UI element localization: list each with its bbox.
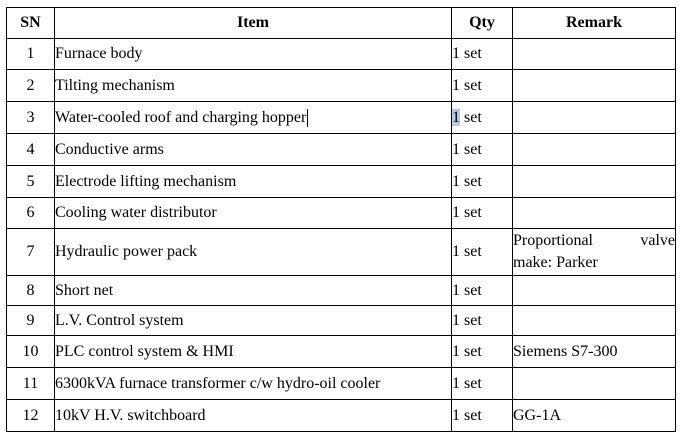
qty-unit: set	[460, 311, 482, 329]
remark-cell[interactable]	[513, 102, 676, 134]
remark-cell[interactable]	[513, 198, 676, 229]
item-cell[interactable]: 10kV H.V. switchboard	[55, 400, 452, 432]
qty-number: 1	[452, 406, 460, 424]
qty-cell[interactable]	[452, 166, 513, 198]
qty-number: 1	[452, 204, 460, 221]
item-cell[interactable]: PLC control system & HMI	[55, 336, 452, 368]
sn-cell[interactable]: 7	[7, 229, 55, 276]
table-row	[7, 336, 676, 368]
qty-number: 1	[452, 172, 460, 190]
remark-cell[interactable]	[513, 306, 676, 336]
table-row	[7, 306, 676, 336]
sn-cell[interactable]: 8	[7, 276, 55, 306]
sn-cell[interactable]: 12	[7, 400, 55, 432]
header-item: Item	[55, 8, 452, 39]
text-cursor	[307, 109, 308, 127]
remark-cell[interactable]	[513, 368, 676, 400]
qty-number: 1	[452, 374, 460, 392]
header-sn: SN	[7, 8, 55, 39]
qty-cell[interactable]	[452, 102, 513, 134]
qty-number: 1	[452, 311, 460, 329]
remark-word-valve: valve	[640, 232, 675, 249]
table-header-row	[7, 8, 676, 39]
remark-text	[513, 230, 675, 274]
qty-unit: set	[460, 76, 482, 94]
item-cell[interactable]: Hydraulic power pack	[55, 229, 452, 276]
remark-cell[interactable]	[513, 134, 676, 166]
qty-cell[interactable]	[452, 134, 513, 166]
qty-cell[interactable]	[452, 368, 513, 400]
qty-cell[interactable]	[452, 229, 513, 276]
remark-cell[interactable]	[513, 276, 676, 306]
table-row	[7, 198, 676, 229]
qty-cell[interactable]	[452, 70, 513, 102]
qty-cell[interactable]	[452, 276, 513, 306]
qty-cell[interactable]	[452, 198, 513, 229]
item-cell[interactable]	[55, 102, 452, 134]
header-qty: Qty	[452, 8, 513, 39]
table-row	[7, 400, 676, 432]
qty-unit: set	[460, 281, 482, 299]
item-cell[interactable]: Cooling water distributor	[55, 198, 452, 229]
qty-number: 1	[452, 140, 460, 158]
qty-number: 1	[452, 76, 460, 94]
qty-number: 1	[452, 281, 460, 299]
qty-unit: set	[460, 172, 482, 190]
remark-cell[interactable]	[513, 39, 676, 70]
item-cell[interactable]: Electrode lifting mechanism	[55, 166, 452, 198]
qty-unit: set	[460, 243, 482, 260]
qty-unit: set	[460, 204, 482, 221]
table-row	[7, 102, 676, 134]
remark-cell[interactable]	[513, 166, 676, 198]
qty-cell[interactable]	[452, 400, 513, 432]
remark-line-2: make: Parker	[513, 254, 598, 271]
table-row	[7, 166, 676, 198]
qty-unit: set	[460, 45, 482, 62]
item-cell[interactable]: Conductive arms	[55, 134, 452, 166]
sn-cell[interactable]: 6	[7, 198, 55, 229]
sn-cell[interactable]: 2	[7, 70, 55, 102]
qty-unit: set	[460, 374, 482, 392]
item-cell[interactable]: Tilting mechanism	[55, 70, 452, 102]
sn-cell[interactable]: 10	[7, 336, 55, 368]
sn-cell[interactable]: 5	[7, 166, 55, 198]
item-text: Water-cooled roof and charging hopper	[55, 108, 307, 126]
qty-unit: set	[460, 342, 482, 360]
remark-cell[interactable]: GG-1A	[513, 400, 676, 432]
remark-cell[interactable]	[513, 229, 676, 276]
table-row	[7, 134, 676, 166]
qty-number: 1	[452, 45, 460, 62]
qty-cell[interactable]	[452, 336, 513, 368]
qty-cell[interactable]	[452, 306, 513, 336]
qty-unit: set	[460, 140, 482, 158]
qty-number: 1	[452, 243, 460, 260]
qty-unit: set	[460, 108, 482, 126]
qty-cell[interactable]	[452, 39, 513, 70]
sn-cell[interactable]: 1	[7, 39, 55, 70]
qty-unit: set	[460, 406, 482, 424]
table-row	[7, 368, 676, 400]
table-row	[7, 39, 676, 70]
item-cell[interactable]: Furnace body	[55, 39, 452, 70]
table-row	[7, 229, 676, 276]
remark-line-1	[513, 230, 675, 252]
table-row	[7, 70, 676, 102]
item-cell[interactable]: Short net	[55, 276, 452, 306]
selected-qty-number: 1	[452, 108, 460, 126]
qty-number: 1	[452, 342, 460, 360]
sn-cell[interactable]: 3	[7, 102, 55, 134]
remark-cell[interactable]	[513, 70, 676, 102]
sn-cell[interactable]: 4	[7, 134, 55, 166]
item-cell[interactable]: 6300kVA furnace transformer c/w hydro-oil cooler	[55, 368, 452, 400]
sn-cell[interactable]: 11	[7, 368, 55, 400]
table-row	[7, 276, 676, 306]
item-cell[interactable]: L.V. Control system	[55, 306, 452, 336]
remark-cell[interactable]: Siemens S7-300	[513, 336, 676, 368]
remark-word-proportional: Proportional	[513, 232, 593, 249]
sn-cell[interactable]: 9	[7, 306, 55, 336]
header-remark: Remark	[513, 8, 676, 39]
equipment-table	[6, 7, 676, 432]
